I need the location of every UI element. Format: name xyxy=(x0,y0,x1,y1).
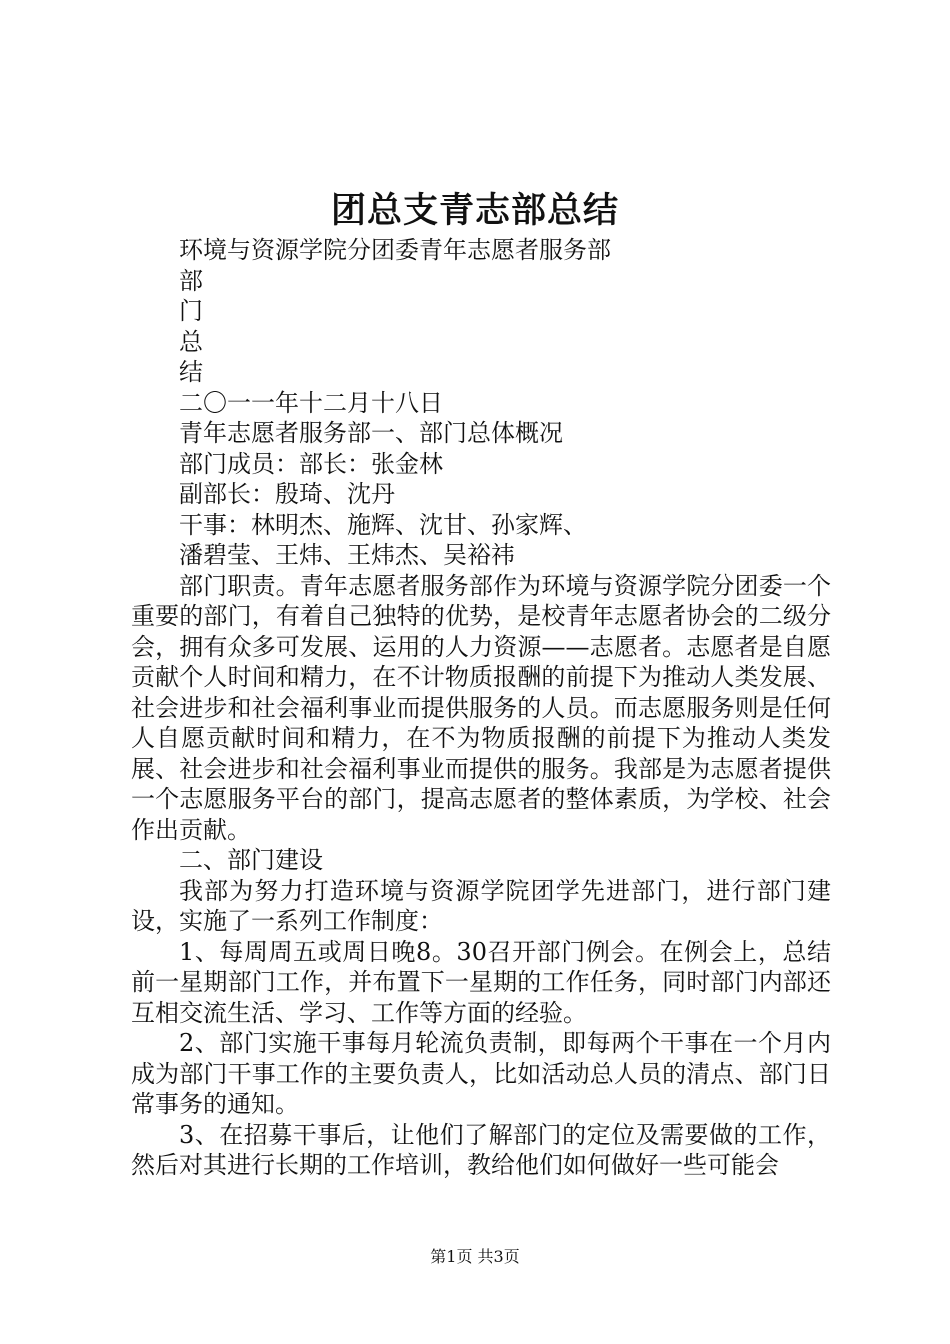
member-line: 干事：林明杰、施辉、沈甘、孙家辉、 xyxy=(179,510,587,539)
paragraph: 我部为努力打造环境与资源学院团学先进部门，进行部门建设，实施了一系列工作制度： xyxy=(131,876,831,935)
member-line: 潘碧莹、王炜、王炜杰、吴裕祎 xyxy=(179,541,515,569)
header-line: 门 xyxy=(179,297,203,325)
header-line: 部 xyxy=(179,266,203,295)
section-heading: 青年志愿者服务部一、部门总体概况 xyxy=(179,419,563,447)
document-title: 团总支青志部总结 xyxy=(330,191,619,231)
paragraph: 1、每周周五或周日晚8。30召开部门例会。在例会上，总结前一星期部门工作，并布置下一星期的工作任务，同时部门内部还互相交流生活、学习、工作等方面的经验。 xyxy=(131,937,831,1027)
member-line: 副部长：殷琦、沈丹 xyxy=(179,480,395,508)
header-line: 总 xyxy=(179,327,203,356)
page-footer: 第1页 共3页 xyxy=(430,1247,520,1266)
date-line: 二〇一一年十二月十八日 xyxy=(179,388,443,417)
member-line: 部门成员：部长：张金林 xyxy=(179,449,443,478)
header-line: 环境与资源学院分团委青年志愿者服务部 xyxy=(179,236,611,264)
section-heading: 二、部门建设 xyxy=(179,846,323,874)
header-line: 结 xyxy=(179,358,203,386)
paragraph: 2、部门实施干事每月轮流负责制，即每两个干事在一个月内成为部门干事工作的主要负责人，比如活动总人员的清点、部门日常事务的通知。 xyxy=(131,1029,831,1118)
document-body xyxy=(131,235,831,1181)
paragraph-duties: 部门职责。青年志愿者服务部作为环境与资源学院分团委一个重要的部门，有着自己独特的优势，是校青年志愿者协会的二级分会，拥有众多可发展、运用的人力资源——志愿者。志愿者是自愿贡献个人时间和精力，在不计物质报酬的前提下为推动人类发展、社会进步和社会福利事业而提供服务的人员。而志愿服务则是任何人自愿贡献时间和精力，在不为物质报酬的前提下为推动人类发展、社会进步和社会福利事业而提供的服务。我部是为志愿者提供一个志愿服务平台的部门，提高志愿者的整体素质，为学校、社会作出贡献。 xyxy=(131,571,831,844)
paragraph: 3、在招募干事后，让他们了解部门的定位及需要做的工作，然后对其进行长期的工作培训，教给他们如何做好一些可能会 xyxy=(131,1120,831,1179)
